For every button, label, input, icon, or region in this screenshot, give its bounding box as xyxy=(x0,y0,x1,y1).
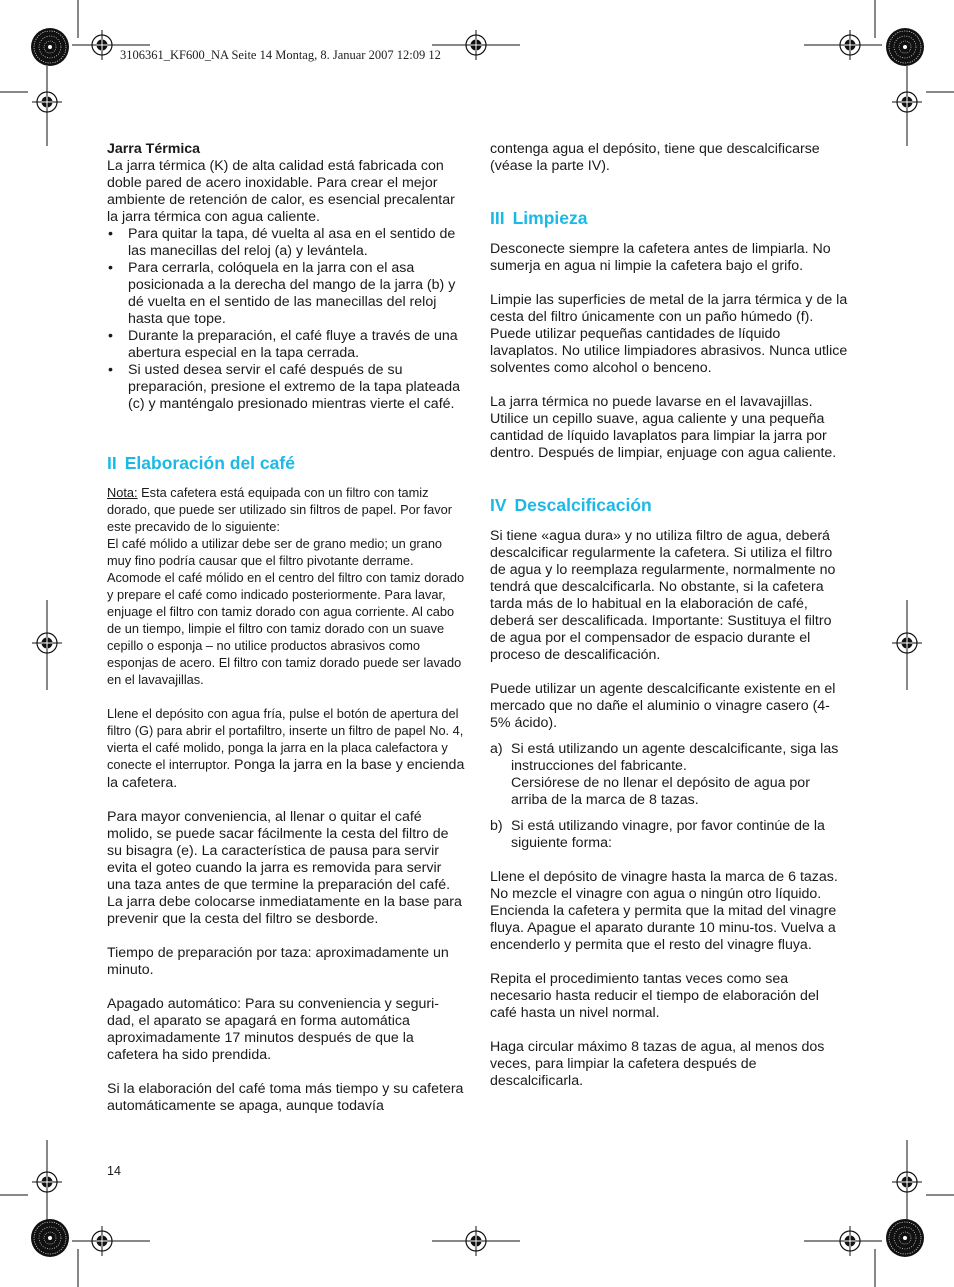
step-marker: a) xyxy=(490,741,503,757)
brew-longer-paragraph: Si la elaboración del café toma más tiempo y su cafetera automáticamente se apaga, aunque todavía xyxy=(107,1081,464,1114)
list-item: • Para cerrarla, colóquela en la jarra con el asa posicionada a la derecha del mango de la jarra (b) y dé vuelta en el sentido de las manecillas del reloj hasta que tope. xyxy=(108,260,456,327)
left-column xyxy=(107,141,465,1115)
bullet-icon: • xyxy=(108,226,113,242)
brew-time-paragraph: Tiempo de preparación por taza: aproximadamente un minuto. xyxy=(107,945,449,978)
cleaning-paragraph-2: Limpie las superficies de metal de la jarra térmica y de la cesta del filtro únicamente con un paño húmedo (f). Puede utilizar pequeñas cantidades de líquido lavaplatos. No utilice limpiadores abrasivos. Nunca utlice solventes como alcohol o benceno. xyxy=(490,292,848,376)
right-column xyxy=(490,141,848,1090)
bullet-icon: • xyxy=(108,260,113,276)
continuation-paragraph: contenga agua el depósito, tiene que descalcificarse (véase la parte IV). xyxy=(490,141,820,174)
descaling-intro: Si tiene «agua dura» y no utiliza filtro de agua, deberá descalcificar regularmente la cafetera. Si utiliza el filtro de agua y lo reemplaza regularmente, normalmente no tendrá que descalcificarla. No obstante, si la cafetera tarda más de lo habitual en la elaboración de café, deberá ser descalificada. Importante: Sustituya el filtro de agua por el compensador de espacio durante el proceso de descalificación. xyxy=(490,528,836,663)
list-item: • Para quitar la tapa, dé vuelta al asa en el sentido de las manecillas del reloj (a) y levántela. xyxy=(108,226,456,259)
thermal-carafe-title: Jarra Térmica xyxy=(107,141,201,157)
section-ii-heading: II Elaboración del café xyxy=(107,453,295,473)
note-label: Nota: xyxy=(107,485,138,500)
gold-filter-details: El café mólido a utilizar debe ser de grano medio; un grano muy fino podría causar que el filtro pivotante derrame. Acomode el café mólido en el centro del filtro con tamiz dorado y prepare el café como indicado posteriormente. Para lavar, enjuage el filtro con tamiz dorado con agua corriente. Al cabo de un tiempo, limpie el filtro con tamiz dorado con un suave cepillo o esponja – no utilice productos abrasivos como esponjas de acero. El filtro con tamiz dorado puede ser lavado en el lavavajillas. xyxy=(107,536,465,687)
thermal-carafe-intro: La jarra térmica (K) de alta calidad está fabricada con doble pared de acero inoxidable. Para crear el mejor ambiente de retención de calor, es esencial precalentar la jarra térmica con agua caliente. xyxy=(107,158,455,225)
descaling-steps xyxy=(490,741,848,852)
descaling-agent: Puede utilizar un agente descalcificante existente en el mercado que no dañe el aluminio o vinagre casero (4- 5% ácido). xyxy=(490,681,836,731)
repeat-paragraph: Repita el procedimiento tantas veces como sea necesario hasta reducir el tiempo de elaboración del café hasta un nivel normal. xyxy=(490,971,819,1021)
cleaning-paragraph-3: La jarra térmica no puede lavarse en el lavavajillas. Utilice un cepillo suave, agua caliente y una pequeña cantidad de líquido lavaplatos para limpiar la jarra por dentro. Después de limpiar, enjuage con agua caliente. xyxy=(490,394,837,461)
thermal-carafe-bullets xyxy=(107,226,465,413)
auto-off-paragraph: Apagado automático: Para su conveniencia y seguri-dad, el aparato se apagará en forma automática aproximadamente 17 minutos después de que la cafetera ha sido prendida. xyxy=(107,996,440,1063)
list-item: • Durante la preparación, el café fluye a través de una abertura especial en la tapa cerrada. xyxy=(108,328,458,361)
list-item: a) Si está utilizando un agente descalcificante, siga las instrucciones del fabricante. Cersiórese de no llenar el depósito de agua por arriba de la marca de 8 tazas. xyxy=(490,741,839,808)
coffee-note: Nota: Esta cafetera está equipada con un filtro con tamiz dorado, que puede ser utilizado sin filtros de papel. Por favor este precavido de lo siguiente: xyxy=(107,485,453,534)
vinegar-paragraph: Llene el depósito de vinagre hasta la marca de 6 tazas. No mezcle el vinagre con agua o ningún otro líquido. Encienda la cafetera y permita que la mitad del vinagre fluya. Apague el aparato durante 10 minu-tos. Vuelva a encenderlo y permita que el resto del vinagre fluya. xyxy=(490,869,838,953)
rinse-paragraph: Haga circular máximo 8 tazas de agua, al menos dos veces, para limpiar la cafetera después de descalcificarla. xyxy=(490,1039,825,1089)
step-marker: b) xyxy=(490,818,503,834)
print-slug: 3106361_KF600_NA Seite 14 Montag, 8. Januar 2007 12:09 12 xyxy=(120,48,441,62)
bullet-icon: • xyxy=(108,362,113,378)
cleaning-paragraph-1: Desconecte siempre la cafetera antes de limpiarla. No sumerja en agua ni limpie la cafetera bajo el grifo. xyxy=(490,241,831,274)
section-iv-heading: IV Descalcificación xyxy=(490,495,652,515)
list-item: • Si usted desea servir el café después de su preparación, presione el extremo de la tapa plateada (c) y manténgalo presionado mientras vierte el café. xyxy=(108,362,461,412)
section-iii-heading: III Limpieza xyxy=(490,208,588,228)
list-item: b) Si está utilizando vinagre, por favor continúe de la siguiente forma: xyxy=(490,818,825,851)
page-number: 14 xyxy=(107,1164,121,1178)
bullet-icon: • xyxy=(108,328,113,344)
convenience-paragraph: Para mayor conveniencia, al llenar o quitar el café molido, se puede sacar fácilmente la cesta del filtro de su bisagra (e). La característica de pausa para servir evita el goteo cuando la jarra es removida para servir una taza antes de que termine la preparación del café. La jarra debe colocarse inmediatamente en la base para prevenir que la cesta del filtro se desborde. xyxy=(107,809,462,927)
fill-instructions: Llene el depósito con agua fría, pulse el botón de apertura del filtro (G) para abrir el portafiltro, inserte un filtro de papel No. 4, vierta el café molido, ponga la jarra en la placa calefactora y conecte el interruptor. Ponga la jarra en la base y encienda la cafetera. xyxy=(107,706,465,791)
